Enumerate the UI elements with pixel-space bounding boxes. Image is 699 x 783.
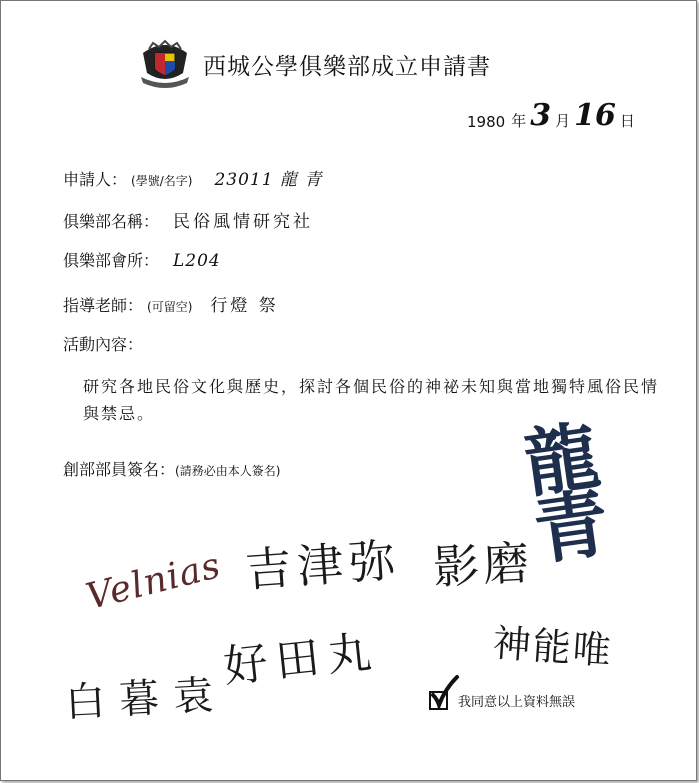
activities-label: 活動內容： (63, 335, 144, 354)
date-month-unit: 月 (555, 112, 571, 130)
checkmark-icon (429, 675, 463, 709)
date-day: 16 (574, 98, 616, 133)
applicant-label: 申請人： (63, 170, 128, 189)
advisor-row (63, 291, 279, 316)
agree-label: 我同意以上資料無誤 (458, 695, 576, 710)
club-venue-label: 俱樂部會所： (63, 251, 160, 270)
signatures-row (63, 457, 284, 480)
form-header (139, 39, 491, 89)
club-name-row (63, 207, 313, 232)
date-day-unit: 日 (619, 112, 635, 130)
signature-d: 神能唯 (491, 620, 615, 674)
form-title: 西城公學俱樂部成立申請書 (203, 53, 491, 80)
advisor-label: 指導老師： (63, 296, 144, 315)
club-name-value[interactable]: 民俗風情研究社 (173, 212, 314, 232)
signatures-label: 創部部員簽名： (63, 460, 176, 479)
club-venue-value[interactable]: L204 (173, 251, 221, 271)
signature-main: 龍青 (507, 415, 613, 563)
agree-checkbox[interactable] (429, 691, 448, 710)
applicant-value[interactable]: 23011 龍 青 (214, 170, 323, 190)
signature-c: 好田丸 (221, 625, 382, 693)
activities-row (63, 332, 143, 355)
date-year-unit: 年 (511, 112, 527, 130)
activities-text[interactable]: 研究各地民俗文化與歷史，探討各個民俗的神祕未知與當地獨特風俗民情與禁忌。 (83, 377, 660, 423)
application-date (467, 98, 635, 133)
agree-row (429, 691, 575, 710)
advisor-value[interactable]: 行燈 祭 (210, 296, 279, 316)
signature-e: 白暮袁 (64, 671, 229, 727)
signatures-hint: (請務必由本人簽名) (175, 464, 281, 478)
applicant-row (63, 165, 322, 190)
signature-velnias: Velnias (82, 545, 226, 618)
signature-a: 吉津弥 (243, 532, 403, 598)
date-month: 3 (530, 98, 552, 133)
club-venue-row (63, 248, 221, 271)
club-name-label: 俱樂部名稱： (63, 212, 160, 231)
applicant-hint: (學號/名字) (131, 174, 193, 188)
signature-b: 影磨 (431, 535, 535, 595)
date-year: 1980 (467, 113, 506, 131)
advisor-hint: (可留空) (147, 300, 193, 314)
school-crest-icon (139, 39, 191, 89)
